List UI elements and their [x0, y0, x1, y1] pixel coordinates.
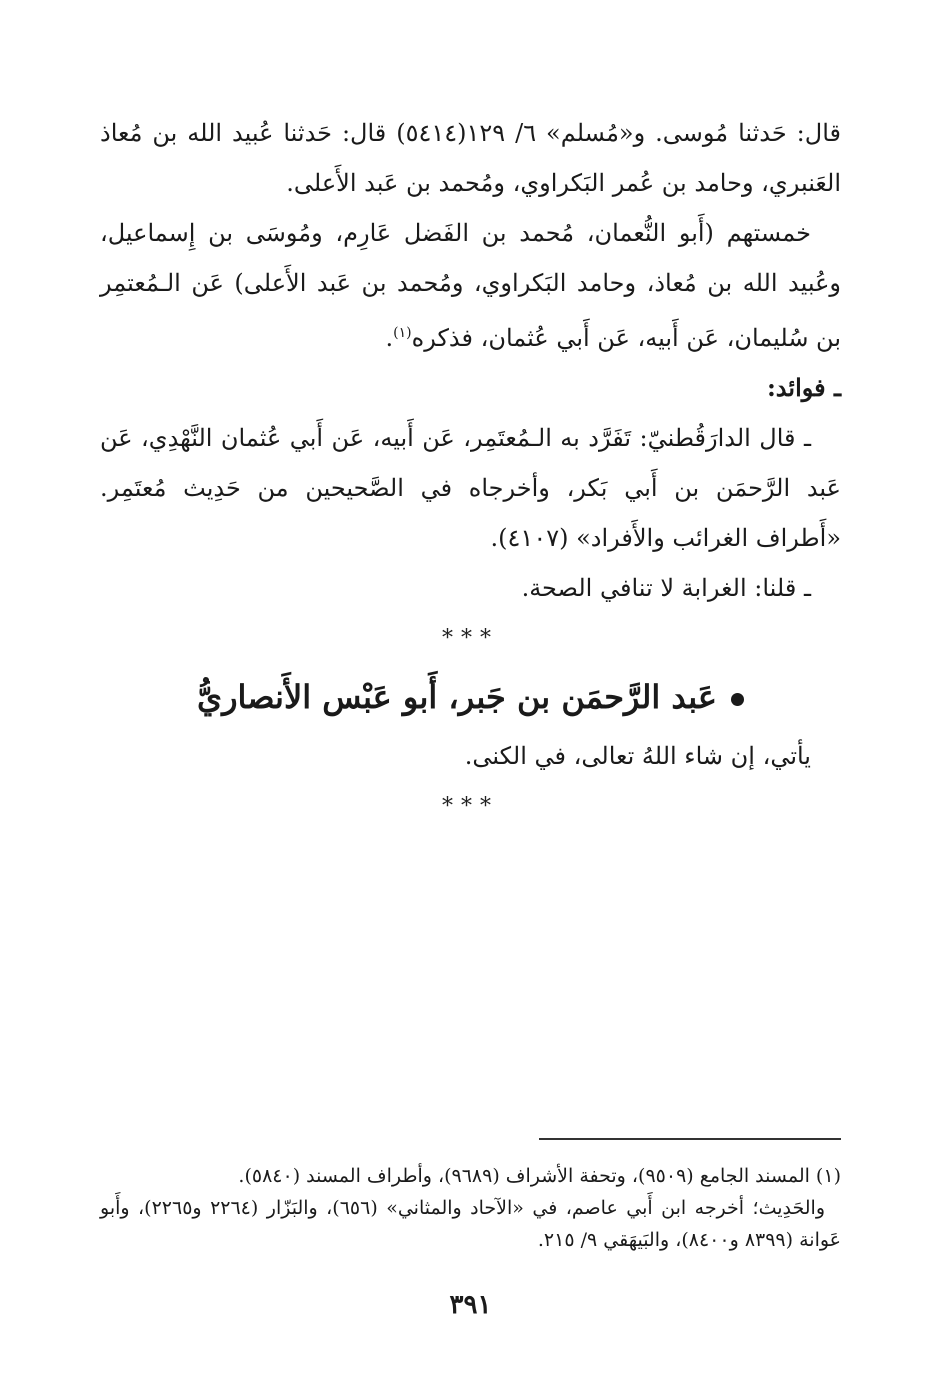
page-number: ٣٩١	[449, 1290, 492, 1320]
paragraph-1: قال: حَدثنا مُوسى. و«مُسلم» ٦/ ١٢٩(٥٤١٤) قال: حَدثنا عُبيد الله بن مُعاذ العَنبري، وحامد بن عُمر البَكراوي، ومُحمد بن عَبد الأَعلى.	[100, 119, 841, 197]
page-body	[100, 108, 841, 1387]
bullet-icon	[731, 693, 744, 706]
paragraph-4: ـ قلنا: الغرابة لا تنافي الصحة.	[521, 574, 811, 602]
entry-heading	[100, 667, 841, 727]
footnote-1: (١) المسند الجامع (٩٥٠٩)، وتحفة الأشراف (٩٦٨٩)، وأطراف المسند (٥٨٤٠).	[238, 1165, 841, 1187]
paragraph-2-end: .	[385, 324, 394, 352]
paragraph-2-text: خمستهم (أَبو النُّعمان، مُحمد بن الفَضل عَارِم، ومُوسَى بن إِسماعيل، وعُبيد الله بن مُعاذ، وحامد البَكراوي، ومُحمد بن عَبد الأَعلى) عَن الـمُعتمِر بن سُليمان، عَن أَبيه، عَن أَبي عُثمان، فذكره	[100, 219, 842, 352]
paragraph-2	[100, 208, 841, 363]
footnotes	[100, 1160, 841, 1256]
separator-stars-2: ***	[442, 794, 499, 819]
footnote-divider	[539, 1138, 841, 1140]
fawaid-heading: ـ فوائد:	[766, 373, 841, 402]
separator-stars-1: ***	[442, 626, 499, 651]
entry-heading-text: عَبد الرَّحمَن بن جَبر، أَبو عَبْس الأَنصاريُّ	[197, 678, 717, 716]
paragraph-3: ـ قال الدارَقُطنيّ: تَفَرَّد به الـمُعتَمِر، عَن أَبيه، عَن أَبي عُثمان النَّهْدِي، عَن عَبد الرَّحمَن بن أَبي بَكر، وأخرجاه في الصَّحيحين من حَدِيث مُعتَمِر. «أَطراف الغرائب والأَفراد» (٤١٠٧).	[100, 424, 841, 552]
footnote-ref-1[interactable]: (١)	[393, 325, 412, 341]
entry-note: يأتي، إن شاء اللهُ تعالى، في الكنى.	[464, 742, 811, 770]
footnote-1-continued: والحَدِيث؛ أخرجه ابن أَبي عاصم، في «الآحاد والمثاني» (٦٥٦)، والبَزّار (٢٢٦٤ و٢٢٦٥)، وأَبو عَوانة (٨٣٩٩ و٨٤٠٠)، والبَيهَقي ٩/ ٢١٥.	[100, 1197, 841, 1251]
